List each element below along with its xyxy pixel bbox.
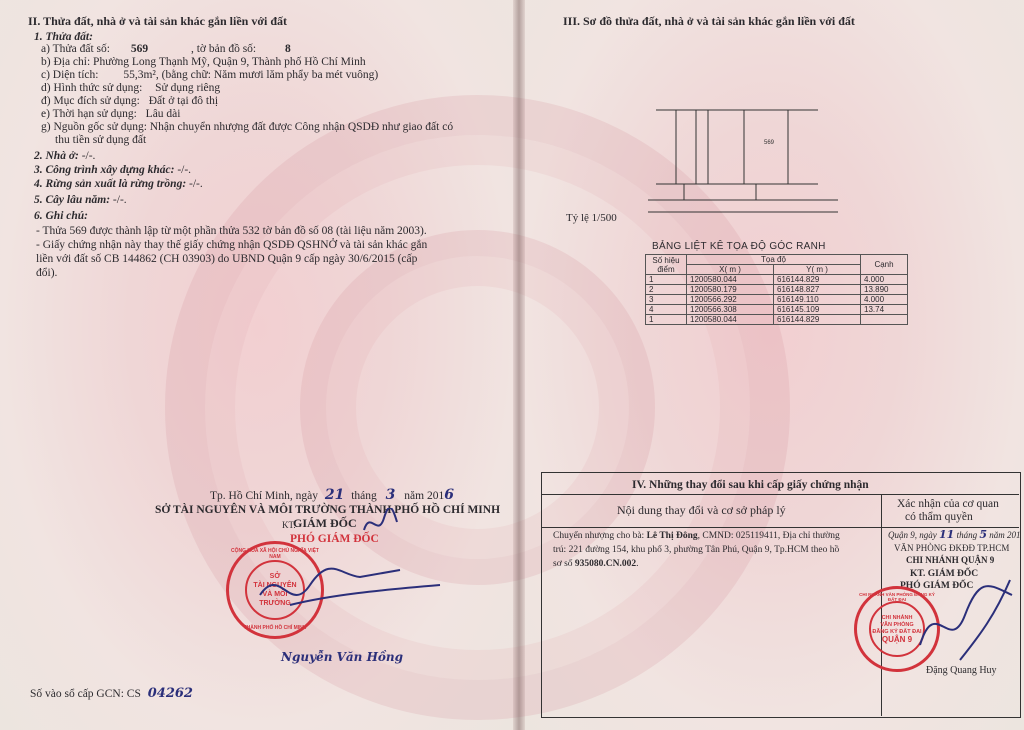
table-row: [646, 295, 908, 305]
note-line-2: - Giấy chứng nhận này thay thế giấy chứng nhận QSDĐ QSHNỞ và tài sản khác gắn: [36, 239, 428, 251]
other-works-row: [34, 163, 191, 177]
parcel-number-label: a) Thửa đất số:: [41, 43, 110, 55]
note-line-1: - Thửa 569 được thành lập từ một phần thửa 532 tờ bản đồ số 08 (tài liệu năm 2003).: [36, 225, 427, 237]
deputy-signature: [250, 555, 450, 625]
confirm-year: năm 201: [989, 530, 1021, 540]
col-edge-header: Cạnh: [861, 255, 908, 275]
dossier-label: sơ số: [553, 559, 573, 569]
x-cell: 1200566.292: [687, 295, 774, 305]
stamp-ring-text: CỘNG HÒA XÃ HỘI CHỦ NGHĨA VIỆT NAM: [231, 548, 319, 560]
area-row: [41, 68, 378, 82]
change-entry-line-2: trú: 221 đường 154, khu phố 3, phường Tân Phú, Quận 9, Tp.HCM theo hồ: [553, 545, 840, 555]
confirm-month-label: tháng: [956, 530, 978, 540]
change-entry-line-3: [553, 557, 639, 571]
point-cell: 4: [646, 305, 687, 315]
x-cell: 1200580.044: [687, 275, 774, 285]
edge-cell: 13.74: [861, 305, 908, 315]
area-value: 55,3m², (bằng chữ: Năm mươi lăm phẩy ba mét vuông): [123, 69, 379, 81]
stamp2-text-1: CHI NHÁNH: [881, 615, 913, 621]
address-row: b) Địa chỉ: Phường Long Thạnh Mỹ, Quận 9, Thành phố Hồ Chí Minh: [41, 56, 366, 68]
col-coord-header: Tọa độ: [687, 255, 861, 265]
origin-row: g) Nguồn gốc sử dụng: Nhận chuyển nhượng đất được Công nhận QSDĐ như giao đất có: [41, 121, 454, 133]
deputy-director-title: PHÓ GIÁM ĐỐC: [290, 533, 379, 545]
y-cell: 616144.829: [774, 275, 861, 285]
y-cell: 616144.829: [774, 315, 861, 325]
dossier-end: .: [636, 559, 639, 569]
issue-month: 3: [385, 487, 396, 503]
director-title: GIÁM ĐỐC: [293, 516, 357, 530]
dossier-number: 935080.CN.002: [574, 559, 637, 569]
x-cell: 1200580.044: [687, 315, 774, 325]
stamp-text-3: VÀ MÔI TRƯỜNG: [259, 591, 291, 607]
office-line-4: PHÓ GIÁM ĐỐC: [900, 581, 974, 591]
col-x-header: X( m ): [687, 265, 774, 275]
change-entry-line-1: [553, 529, 840, 543]
note-line-3: liền với đất số CB 144862 (CH 03903) do UBND Quận 9 cấp ngày 30/6/2015 (cấp: [36, 253, 418, 265]
edge-cell-empty: [861, 315, 908, 325]
col-point-header: Số hiệu điểm: [646, 255, 687, 275]
area-label: c) Diện tích:: [41, 69, 99, 81]
perennial-label: 5. Cây lâu năm:: [34, 194, 111, 206]
other-works-value: -/-.: [177, 164, 192, 176]
confirm-date: [888, 528, 1020, 542]
transferee-name: Lê Thị Đông: [646, 531, 698, 541]
parcel-sketch-map: [648, 100, 848, 220]
point-cell: 2: [646, 285, 687, 295]
change-text-c: , CMND: 025119411, Địa chỉ thường: [697, 531, 840, 541]
house-row: [34, 149, 95, 163]
section-iii-title: III. Sơ đồ thửa đất, nhà ở và tài sản khác gắn liền với đất: [563, 14, 855, 28]
office-line-1: VĂN PHÒNG ĐKĐĐ TP.HCM: [894, 543, 1010, 553]
col-y-header: Y( m ): [774, 265, 861, 275]
usage-term-label: e) Thời hạn sử dụng:: [41, 108, 137, 120]
house-value: -/-.: [81, 150, 96, 162]
forest-value: -/-.: [189, 178, 203, 190]
issue-day: 21: [324, 487, 345, 503]
table-row: [646, 315, 908, 325]
table-row: [646, 285, 908, 295]
confirm-day: 11: [939, 528, 955, 541]
usage-form-value: Sử dụng riêng: [155, 82, 221, 94]
y-cell: 616145.109: [774, 305, 861, 315]
x-cell: 1200566.308: [687, 305, 774, 315]
confirm-date-prefix: Quận 9, ngày: [888, 530, 937, 540]
usage-term-value: Lâu dài: [145, 108, 181, 120]
map-sheet-label: , tờ bản đồ số:: [190, 43, 257, 55]
coordinate-table-title: BẢNG LIỆT KÊ TỌA ĐỘ GÓC RANH: [652, 241, 826, 252]
registry-label: Số vào sổ cấp GCN: CS: [30, 688, 141, 700]
change-text-a: Chuyển nhượng cho bà:: [553, 531, 645, 541]
parcel-number-value: 569: [130, 43, 149, 55]
land-parcel-heading: 1. Thửa đất:: [34, 31, 93, 43]
y-cell: 616148.827: [774, 285, 861, 295]
office-line-3: KT. GIÁM ĐỐC: [910, 569, 979, 579]
signer-name: Nguyễn Văn Hồng: [281, 650, 404, 664]
edge-cell: 13.890: [861, 285, 908, 295]
stamp2-ring-text: CHI NHÁNH VĂN PHÒNG ĐĂNG KÝ ĐẤT ĐAI: [859, 592, 935, 602]
usage-term-row: [41, 107, 180, 121]
parcel-number-row: [41, 42, 291, 56]
usage-purpose-row: [41, 94, 218, 108]
changes-col2-header-1: Xác nhận của cơ quan: [897, 498, 999, 510]
edge-cell: 4.000: [861, 275, 908, 285]
changes-col2-header-2: có thẩm quyền: [905, 511, 973, 523]
changes-col1-header: Nội dung thay đổi và cơ sở pháp lý: [617, 503, 786, 517]
issue-month-label: tháng: [351, 490, 377, 502]
house-label: 2. Nhà ở:: [34, 150, 79, 162]
issue-year-suffix: 6: [444, 487, 454, 503]
usage-purpose-value: Đất ở tại đô thị: [148, 95, 219, 107]
y-cell: 616149.110: [774, 295, 861, 305]
kt-label: KT.: [282, 520, 296, 530]
issue-year-label: năm 201: [404, 490, 445, 502]
point-cell: 1: [646, 275, 687, 285]
table-row: [646, 305, 908, 315]
scale-label: Tỷ lệ 1/500: [566, 212, 617, 224]
other-works-label: 3. Công trình xây dựng khác:: [34, 164, 175, 176]
page-fold: [513, 0, 525, 730]
section-iv-title: IV. Những thay đổi sau khi cấp giấy chứng nhận: [632, 479, 869, 491]
stamp-bottom-text: THÀNH PHỐ HỒ CHÍ MINH: [243, 625, 307, 631]
confirm-month: 5: [979, 528, 987, 541]
notes-heading: 6. Ghi chú:: [34, 210, 88, 222]
stamp2-text-4: QUẬN 9: [881, 635, 913, 644]
point-cell: 3: [646, 295, 687, 305]
sketch-parcel-label: 569: [764, 140, 775, 146]
usage-purpose-label: đ) Mục đích sử dụng:: [41, 95, 140, 107]
note-line-4: đổi).: [36, 267, 58, 279]
confirm-signer-name: Đặng Quang Huy: [926, 665, 997, 676]
x-cell: 1200580.179: [687, 285, 774, 295]
forest-row: [34, 177, 203, 191]
point-cell: 1: [646, 315, 687, 325]
confirm-signature: [900, 575, 1020, 670]
map-sheet-value: 8: [285, 43, 291, 55]
section-ii-title: II. Thửa đất, nhà ở và tài sản khác gắn liền với đất: [28, 14, 288, 28]
stamp-text-1: SỞ: [269, 573, 281, 580]
issue-date: [210, 488, 454, 503]
perennial-row: [34, 193, 127, 207]
perennial-value: -/-.: [112, 194, 127, 206]
office-line-2: CHI NHÁNH QUẬN 9: [906, 555, 995, 565]
table-row: [646, 275, 908, 285]
stamp-text-2: TÀI NGUYÊN: [253, 582, 297, 589]
edge-cell: 4.000: [861, 295, 908, 305]
registry-number: [30, 687, 193, 701]
stamp2-text-2: VĂN PHÒNG: [880, 622, 914, 628]
usage-form-label: d) Hình thức sử dụng:: [41, 82, 143, 94]
stamp2-text-3: ĐĂNG KÝ ĐẤT ĐAI: [872, 629, 922, 635]
origin-row-cont: thu tiền sử dụng đất: [55, 134, 147, 146]
usage-form-row: [41, 81, 220, 95]
coordinate-table: [645, 254, 908, 325]
agency-name: SỞ TÀI NGUYÊN VÀ MÔI TRƯỜNG THÀNH PHỐ HỒ CHÍ MINH: [155, 504, 501, 516]
registry-value: 04262: [147, 686, 193, 701]
director-signature-mark: [360, 508, 400, 538]
issue-date-prefix: Tp. Hồ Chí Minh, ngày: [210, 490, 318, 502]
forest-label: 4. Rừng sản xuất là rừng trồng:: [34, 178, 187, 190]
